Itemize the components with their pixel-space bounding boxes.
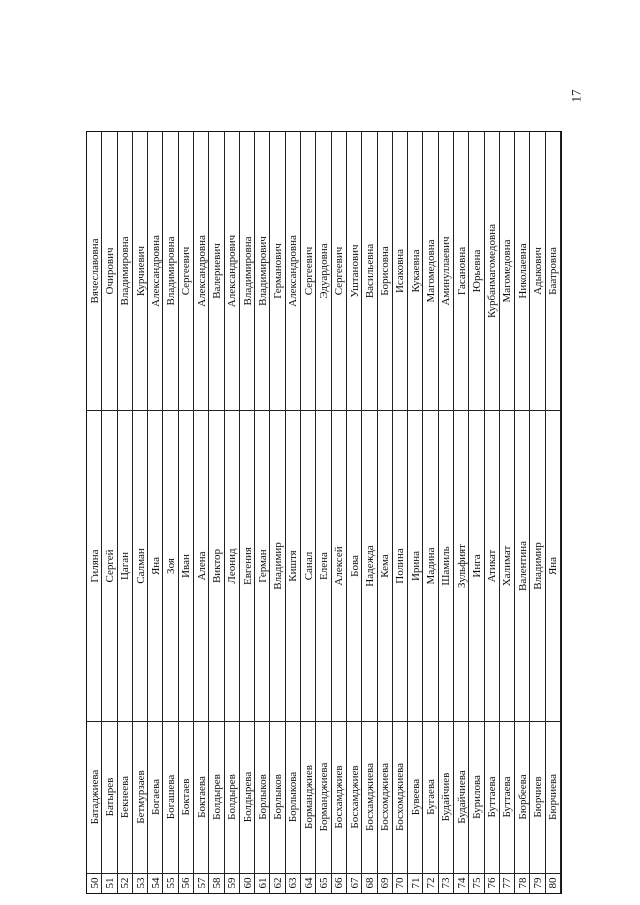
name-text: Виктор (210, 548, 223, 583)
cell-patronymic (423, 132, 438, 410)
cell-no (454, 873, 469, 893)
name-text: Зоя (165, 557, 178, 574)
cell-no (546, 873, 561, 893)
cell-name (530, 410, 545, 721)
surname-text: Богаева (149, 778, 162, 816)
table-row (163, 132, 178, 893)
no-text: 61 (256, 877, 269, 889)
patronymic-text: Вячеславовна (88, 238, 101, 304)
name-text: Алексей (333, 545, 346, 586)
cell-surname (209, 721, 224, 873)
cell-name (439, 410, 454, 721)
cell-no (469, 873, 484, 893)
table-row (255, 132, 270, 893)
surname-text: Батаджиева (88, 769, 101, 825)
cell-patronymic (378, 132, 393, 410)
surname-text: Буттаева (501, 776, 514, 818)
name-text: Алена (195, 550, 208, 581)
cell-surname (439, 721, 454, 873)
table-row (102, 132, 117, 893)
no-text: 58 (210, 877, 223, 889)
cell-surname (163, 721, 178, 873)
name-text: Мадина (425, 547, 438, 584)
table-row (270, 132, 285, 893)
surname-text: Батырев (103, 777, 116, 817)
cell-no (301, 873, 316, 893)
cell-surname (485, 721, 500, 873)
cell-name (378, 410, 393, 721)
page-number: 17 (568, 89, 584, 103)
cell-name (225, 410, 240, 721)
surname-text: Бюрчиев (532, 776, 545, 818)
name-text: Герман (256, 548, 269, 583)
cell-surname (194, 721, 209, 873)
table-row (378, 132, 393, 893)
no-text: 54 (149, 877, 162, 889)
table-row (301, 132, 316, 893)
name-text: Владимир (532, 541, 545, 590)
cell-patronymic (87, 132, 102, 410)
no-text: 51 (103, 877, 116, 889)
cell-patronymic (408, 132, 423, 410)
surname-text: Босхамджиев (333, 765, 346, 829)
cell-patronymic (530, 132, 545, 410)
surname-text: Боктаева (195, 776, 208, 818)
table-row (118, 132, 133, 893)
patronymic-text: Баатровна (547, 247, 560, 295)
no-text: 72 (425, 877, 438, 889)
name-text: Ирина (409, 550, 422, 581)
cell-no (530, 873, 545, 893)
cell-surname (378, 721, 393, 873)
cell-surname (316, 721, 331, 873)
cell-name (194, 410, 209, 721)
patronymic-text: Владимирович (256, 236, 269, 306)
cell-patronymic (515, 132, 530, 410)
cell-no (148, 873, 163, 893)
column-divider (87, 721, 561, 722)
patronymic-text: Васильевна (363, 243, 376, 299)
cell-patronymic (163, 132, 178, 410)
cell-name (148, 410, 163, 721)
no-text: 53 (134, 877, 147, 889)
cell-patronymic (286, 132, 301, 410)
surname-text: Будайчиев (440, 772, 453, 822)
cell-patronymic (500, 132, 515, 410)
name-text: Бова (348, 554, 361, 577)
surname-text: Бетмурзаев (134, 770, 147, 824)
cell-no (362, 873, 377, 893)
cell-name (485, 410, 500, 721)
table-row (393, 132, 408, 893)
patronymic-text: Николаевна (516, 243, 529, 299)
patronymic-text: Сергеевич (333, 246, 346, 296)
cell-surname (225, 721, 240, 873)
cell-surname (393, 721, 408, 873)
patronymic-text: Курбанмагомедовна (486, 224, 499, 318)
no-text: 59 (226, 877, 239, 889)
table-row (209, 132, 224, 893)
cell-name (362, 410, 377, 721)
surname-text: Бувеева (409, 778, 422, 816)
table-row (240, 132, 255, 893)
cell-no (515, 873, 530, 893)
cell-name (423, 410, 438, 721)
table-row (439, 132, 454, 893)
cell-no (194, 873, 209, 893)
cell-surname (133, 721, 148, 873)
name-text: Евгения (241, 546, 254, 585)
cell-surname (270, 721, 285, 873)
cell-surname (255, 721, 270, 873)
no-text: 74 (455, 877, 468, 889)
cell-surname (102, 721, 117, 873)
table-row (87, 132, 102, 893)
surname-text: Борлыкова (287, 771, 300, 823)
cell-name (87, 410, 102, 721)
patronymic-text: Владимировна (241, 236, 254, 306)
cell-no (240, 873, 255, 893)
no-text: 70 (394, 877, 407, 889)
cell-patronymic (255, 132, 270, 410)
cell-patronymic (209, 132, 224, 410)
cell-surname (469, 721, 484, 873)
cell-name (393, 410, 408, 721)
table-row (148, 132, 163, 893)
cell-no (179, 873, 194, 893)
no-text: 57 (195, 877, 208, 889)
name-text: Яна (547, 556, 560, 575)
cell-name (102, 410, 117, 721)
cell-surname (546, 721, 561, 873)
name-text: Цаган (119, 551, 132, 580)
patronymic-text: Кукаевна (409, 249, 422, 293)
surname-text: Болдырева (241, 771, 254, 823)
cell-name (118, 410, 133, 721)
patronymic-text: Адыкович (532, 247, 545, 295)
table-row (286, 132, 301, 893)
cell-patronymic (469, 132, 484, 410)
cell-surname (454, 721, 469, 873)
cell-no (87, 873, 102, 893)
name-text: Надежда (363, 544, 376, 587)
cell-surname (301, 721, 316, 873)
patronymic-text: Очирович (103, 247, 116, 295)
cell-name (500, 410, 515, 721)
cell-name (546, 410, 561, 721)
name-text: Зульфият (455, 543, 468, 588)
surname-text: Босхамджиева (363, 763, 376, 831)
surname-text: Бекнеева (119, 775, 132, 819)
cell-patronymic (301, 132, 316, 410)
cell-name (270, 410, 285, 721)
cell-patronymic (454, 132, 469, 410)
patronymic-text: Уштанович (348, 244, 361, 298)
cell-no (163, 873, 178, 893)
no-text: 60 (241, 877, 254, 889)
cell-no (118, 873, 133, 893)
cell-patronymic (439, 132, 454, 410)
patronymic-text: Сергеевич (180, 246, 193, 296)
no-text: 66 (333, 877, 346, 889)
no-text: 56 (180, 877, 193, 889)
surname-text: Буттаева (486, 776, 499, 818)
cell-surname (530, 721, 545, 873)
cell-surname (423, 721, 438, 873)
cell-surname (118, 721, 133, 873)
no-text: 62 (272, 877, 285, 889)
surname-text: Босхомджиева (379, 762, 392, 832)
table-row (485, 132, 500, 893)
name-text: Атикат (486, 549, 499, 582)
no-text: 76 (486, 877, 499, 889)
name-text: Шамиль (440, 545, 453, 586)
patronymic-text: Сергеевич (302, 246, 315, 296)
cell-name (255, 410, 270, 721)
cell-patronymic (270, 132, 285, 410)
name-text: Сергей (103, 549, 116, 582)
name-text: Владимир (272, 541, 285, 590)
cell-no (439, 873, 454, 893)
table-row (332, 132, 347, 893)
name-text: Инга (470, 553, 483, 578)
cell-name (515, 410, 530, 721)
patronymic-text: Магомедовна (501, 239, 514, 303)
name-text: Полина (394, 547, 407, 584)
no-text: 78 (516, 877, 529, 889)
cell-name (209, 410, 224, 721)
no-text: 73 (440, 877, 453, 889)
cell-patronymic (546, 132, 561, 410)
table-row (500, 132, 515, 893)
patronymic-text: Курчиевич (134, 245, 147, 297)
cell-patronymic (179, 132, 194, 410)
name-text: Халимат (501, 545, 514, 586)
names-table (86, 131, 562, 894)
name-text: Кема (379, 553, 392, 578)
no-text: 69 (379, 877, 392, 889)
surname-text: Болдырев (226, 774, 239, 820)
patronymic-text: Владимировна (165, 236, 178, 306)
surname-text: Бурилова (470, 775, 483, 819)
table-row (530, 132, 545, 893)
surname-text: Босхомджиева (394, 762, 407, 832)
table-row (454, 132, 469, 893)
surname-text: Бугаева (425, 779, 438, 815)
cell-no (255, 873, 270, 893)
table-row (408, 132, 423, 893)
table-row (225, 132, 240, 893)
cell-surname (500, 721, 515, 873)
cell-no (286, 873, 301, 893)
table-row (423, 132, 438, 893)
no-text: 67 (348, 877, 361, 889)
cell-name (133, 410, 148, 721)
name-text: Леонид (226, 547, 239, 584)
cell-no (500, 873, 515, 893)
table-row (515, 132, 530, 893)
cell-no (332, 873, 347, 893)
cell-patronymic (133, 132, 148, 410)
cell-name (286, 410, 301, 721)
cell-name (240, 410, 255, 721)
surname-text: Борманджиева (317, 762, 330, 832)
cell-name (301, 410, 316, 721)
cell-no (225, 873, 240, 893)
patronymic-text: Александровна (195, 235, 208, 307)
no-text: 79 (532, 877, 545, 889)
table-row (133, 132, 148, 893)
name-text: Салман (134, 547, 147, 584)
cell-patronymic (118, 132, 133, 410)
no-text: 55 (165, 877, 178, 889)
name-text: Яна (149, 556, 162, 575)
surname-text: Богашева (165, 774, 178, 820)
column-divider (87, 873, 561, 874)
patronymic-text: Юрьевна (470, 249, 483, 293)
patronymic-text: Германович (272, 243, 285, 299)
table-row (362, 132, 377, 893)
cell-patronymic (347, 132, 362, 410)
no-text: 50 (88, 877, 101, 889)
no-text: 65 (317, 877, 330, 889)
cell-name (316, 410, 331, 721)
table-row (179, 132, 194, 893)
cell-name (332, 410, 347, 721)
name-text: Валентина (516, 540, 529, 591)
column-divider (87, 410, 561, 411)
name-text: Иван (180, 553, 193, 578)
table-row (316, 132, 331, 893)
cell-patronymic (362, 132, 377, 410)
surname-text: Болдырев (210, 774, 223, 820)
cell-surname (240, 721, 255, 873)
cell-no (378, 873, 393, 893)
cell-patronymic (393, 132, 408, 410)
cell-no (485, 873, 500, 893)
cell-surname (362, 721, 377, 873)
cell-patronymic (332, 132, 347, 410)
surname-text: Борлыков (272, 774, 285, 820)
cell-name (469, 410, 484, 721)
table-row (469, 132, 484, 893)
no-text: 75 (470, 877, 483, 889)
cell-name (347, 410, 362, 721)
cell-surname (286, 721, 301, 873)
cell-no (347, 873, 362, 893)
cell-patronymic (316, 132, 331, 410)
name-text: Гиляна (88, 548, 101, 583)
cell-no (408, 873, 423, 893)
cell-no (270, 873, 285, 893)
table-row (194, 132, 209, 893)
cell-patronymic (102, 132, 117, 410)
patronymic-text: Владимировна (119, 236, 132, 306)
cell-patronymic (194, 132, 209, 410)
surname-text: Борлыков (256, 774, 269, 820)
cell-surname (148, 721, 163, 873)
patronymic-text: Исаковна (394, 248, 407, 294)
surname-text: Бюрбеева (516, 774, 529, 820)
name-text: Киштя (287, 549, 300, 582)
table-row (347, 132, 362, 893)
cell-patronymic (225, 132, 240, 410)
cell-surname (347, 721, 362, 873)
cell-surname (515, 721, 530, 873)
cell-no (209, 873, 224, 893)
surname-text: Борманджиев (302, 765, 315, 829)
surname-text: Бюрчиева (547, 774, 560, 820)
cell-patronymic (485, 132, 500, 410)
no-text: 68 (363, 877, 376, 889)
patronymic-text: Магомедовна (425, 239, 438, 303)
surname-text: Боктаев (180, 778, 193, 816)
no-text: 77 (501, 877, 514, 889)
patronymic-text: Аминуллаевич (440, 236, 453, 306)
no-text: 80 (547, 877, 560, 889)
no-text: 71 (409, 877, 422, 889)
name-text: Елена (317, 551, 330, 580)
cell-name (163, 410, 178, 721)
cell-no (423, 873, 438, 893)
patronymic-text: Борисовна (379, 246, 392, 296)
patronymic-text: Эдуардовна (317, 243, 330, 299)
cell-no (102, 873, 117, 893)
cell-no (393, 873, 408, 893)
patronymic-text: Гасановна (455, 246, 468, 296)
cell-surname (87, 721, 102, 873)
cell-surname (332, 721, 347, 873)
cell-no (316, 873, 331, 893)
no-text: 52 (119, 877, 132, 889)
cell-surname (408, 721, 423, 873)
patronymic-text: Александровна (287, 235, 300, 307)
cell-name (408, 410, 423, 721)
patronymic-text: Валериевич (210, 243, 223, 299)
patronymic-text: Александровна (149, 235, 162, 307)
surname-text: Босхамджиев (348, 765, 361, 829)
cell-name (179, 410, 194, 721)
cell-name (454, 410, 469, 721)
cell-surname (179, 721, 194, 873)
cell-patronymic (148, 132, 163, 410)
surname-text: Будайчиева (455, 770, 468, 824)
no-text: 63 (287, 877, 300, 889)
patronymic-text: Александрович (226, 234, 239, 308)
cell-patronymic (240, 132, 255, 410)
no-text: 64 (302, 877, 315, 889)
cell-no (133, 873, 148, 893)
table-row (546, 132, 561, 893)
name-text: Санал (302, 551, 315, 580)
